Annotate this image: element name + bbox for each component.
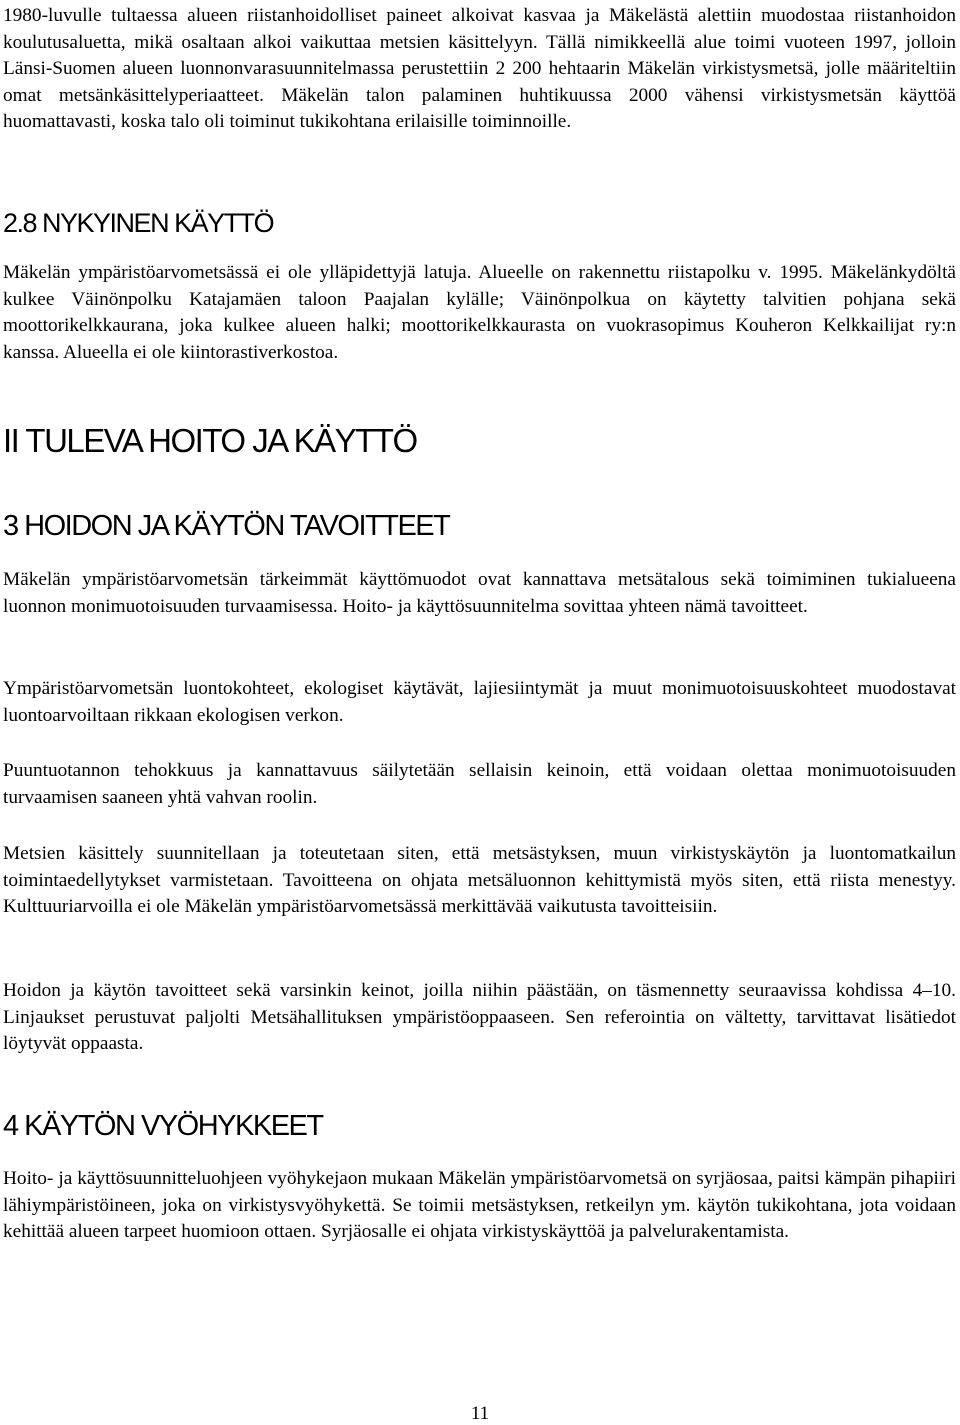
paragraph-timber-production: Puuntuotannon tehokkuus ja kannattavuus säilytetään sellaisin keinoin, että voidaan olettaa monimuotoisuuden turvaamisen saaneen yhtä vahvan roolin. — [3, 760, 956, 808]
heading-usage-zones: 4 KÄYTÖN VYÖHYKKEET — [3, 1110, 323, 1142]
paragraph-history: 1980-luvulle tultaessa alueen riistanhoidolliset paineet alkoivat kasvaa ja Mäkelästä alettiin muodostaa riistanhoidon koulutusaluetta, mikä osaltaan alkoi vaikuttaa metsien käsittelyyn. Tällä nimikkeellä alue toimi vuoteen 1997, jolloin Länsi-Suomen alueen luonnonvarasuunnitelmassa perustettiin 2 200 hehtaarin Mäkelän virkistysmetsä, jolle määriteltiin omat metsänkäsittelyperiaatteet. Mäkelän talon palaminen huhtikuussa 2000 vähensi virkistysmetsän käyttöä huomattavasti, koska talo oli toiminut tukikohtana erilaisille toiminnoille. — [3, 5, 956, 133]
heading-current-use: 2.8 NYKYINEN KÄYTTÖ — [3, 208, 274, 238]
heading-future-care-and-use: II TULEVA HOITO JA KÄYTTÖ — [3, 422, 417, 459]
paragraph-goals-specification: Hoidon ja käytön tavoitteet sekä varsinkin keinot, joilla niihin päästään, on täsmennetty seuraavissa kohdissa 4–10. Linjaukset perustuvat paljolti Metsähallituksen ympäristöoppaaseen. Sen referointia on vältetty, tarvittavat lisätiedot löytyvät oppaasta. — [3, 980, 956, 1055]
paragraph-goals-main-uses: Mäkelän ympäristöarvometsän tärkeimmät käyttömuodot ovat kannattava metsätalous sekä toimiminen tukialueena luonnon monimuotoisuuden turvaamisessa. Hoito- ja käyttösuunnitelma sovittaa yhteen nämä tavoitteet. — [3, 569, 956, 617]
page-number: 11 — [470, 1403, 490, 1424]
paragraph-current-use: Mäkelän ympäristöarvometsässä ei ole ylläpidettyjä latuja. Alueelle on rakennettu riistapolku v. 1995. Mäkelänkydöltä kulkee Väinönpolku Katajamäen taloon Paajalan kylälle; Väinönpolkua on käytetty talvitien pohjana sekä moottorikelkkaurana, joka kulkee alueen halki; moottorikelkkaurasta on vuokrasopimus Kouheron Kelkkailijat ry:n kanssa. Alueella ei ole kiintorastiverkostoa. — [3, 262, 956, 363]
paragraph-usage-zones: Hoito- ja käyttösuunnitteluohjeen vyöhykejaon mukaan Mäkelän ympäristöarvometsä on syrjäosaa, paitsi kämpän pihapiiri lähiympäristöineen, joka on virkistysvyöhykettä. Se toimii metsästyksen, retkeilyn ym. käytön tukikohtana, jota voidaan kehittää alueen tarpeet huomioon ottaen. Syrjäosalle ei ohjata virkistyskäyttöä ja palvelurakentamista. — [3, 1168, 956, 1243]
paragraph-forest-treatment: Metsien käsittely suunnitellaan ja toteutetaan siten, että metsästyksen, muun virkistyskäytön ja luontomatkailun toimintaedellytykset varmistetaan. Tavoitteena on ohjata metsäluonnon kehittymistä myös siten, että riista menestyy. Kulttuuriarvoilla ei ole Mäkelän ympäristöarvometsässä merkittävää vaikutusta tavoitteisiin. — [3, 843, 956, 918]
paragraph-ecological-network: Ympäristöarvometsän luontokohteet, ekologiset käytävät, lajiesiintymät ja muut monimuotoisuuskohteet muodostavat luontoarvoiltaan rikkaan ekologisen verkon. — [3, 678, 956, 726]
heading-goals: 3 HOIDON JA KÄYTÖN TAVOITTEET — [3, 510, 450, 542]
